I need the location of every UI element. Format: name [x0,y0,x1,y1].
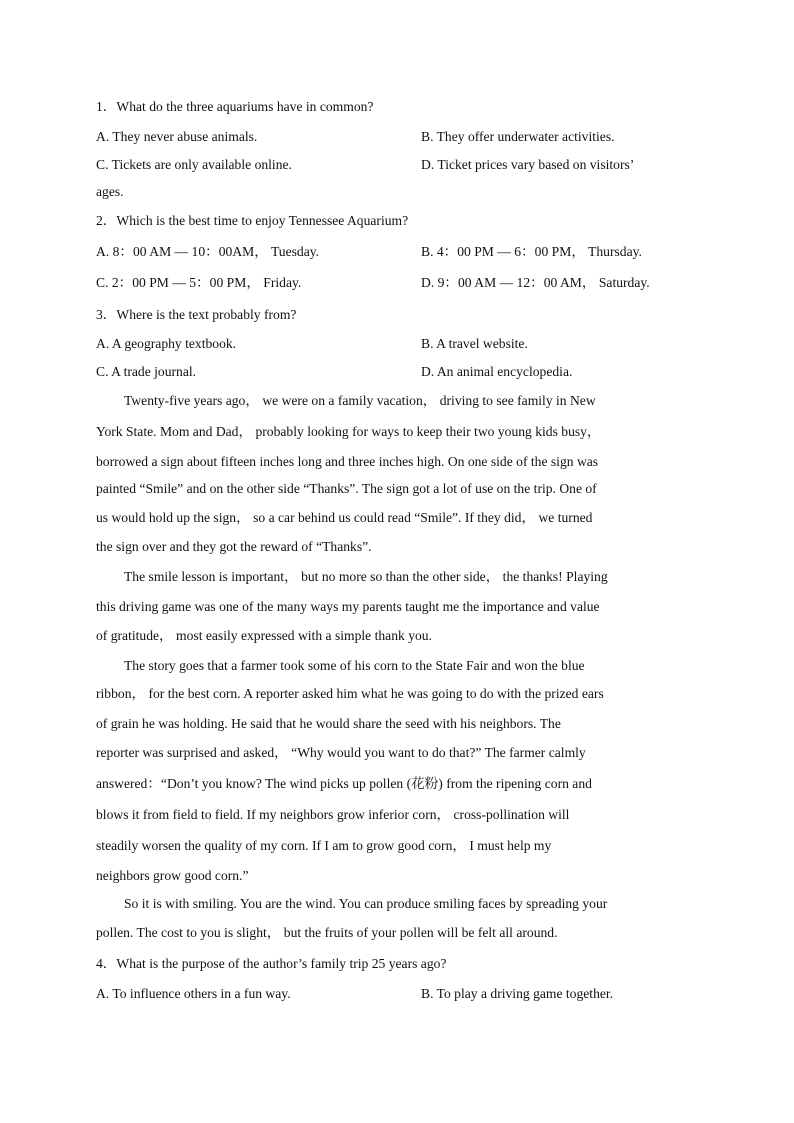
question-1-option-d: D. Ticket prices vary based on visitors’ [421,157,635,172]
passage-line: the sign over and they got the reward of “Thanks”. [96,539,372,554]
question-4-stem: 4．What is the purpose of the author’s family trip 25 years ago? [96,956,447,971]
passage-line: So it is with smiling. You are the wind. You can produce smiling faces by spreading your [124,896,608,911]
question-2-stem: 2．Which is the best time to enjoy Tennessee Aquarium? [96,213,409,228]
passage-line: this driving game was one of the many ways my parents taught me the importance and value [96,599,600,614]
question-3-stem: 3．Where is the text probably from? [96,307,297,322]
passage-line: answered：“Don’t you know? The wind picks up pollen (花粉) from the ripening corn and [96,776,592,791]
question-4-option-a: A. To influence others in a fun way. [96,986,291,1001]
passage-line: of grain he was holding. He said that he would share the seed with his neighbors. The [96,716,561,731]
passage-line: of gratitude， most easily expressed with a simple thank you. [96,628,433,643]
question-2-option-d: D. 9：00 AM — 12：00 AM， Saturday. [421,275,650,290]
passage-line: steadily worsen the quality of my corn. If I am to grow good corn， I must help my [96,838,552,853]
question-2-option-b: B. 4：00 PM — 6：00 PM， Thursday. [421,244,642,259]
question-3-option-d: D. An animal encyclopedia. [421,364,573,379]
question-1-option-d-continuation: ages. [96,184,124,199]
passage-line: The story goes that a farmer took some of his corn to the State Fair and won the blue [124,658,585,673]
passage-line: neighbors grow good corn.” [96,868,249,883]
question-1-option-c: C. Tickets are only available online. [96,157,292,172]
question-3-option-c: C. A trade journal. [96,364,197,379]
passage-line: borrowed a sign about fifteen inches long and three inches high. On one side of the sign was [96,454,599,469]
question-1-option-b: B. They offer underwater activities. [421,129,615,144]
passage-line: painted “Smile” and on the other side “Thanks”. The sign got a lot of use on the trip. One of [96,481,597,496]
passage-line: us would hold up the sign， so a car behind us could read “Smile”. If they did， we turned [96,510,593,525]
passage-line: reporter was surprised and asked， “Why would you want to do that?” The farmer calmly [96,745,586,760]
passage-line: Twenty-five years ago， we were on a family vacation， driving to see family in New [124,393,596,408]
question-1-stem: 1．What do the three aquariums have in common? [96,99,374,114]
question-3-option-a: A. A geography textbook. [96,336,237,351]
passage-line: The smile lesson is important， but no more so than the other side， the thanks! Playing [124,569,608,584]
passage-line: pollen. The cost to you is slight， but the fruits of your pollen will be felt all around. [96,925,558,940]
passage-line: blows it from field to field. If my neighbors grow inferior corn， cross-pollination will [96,807,570,822]
passage-line: York State. Mom and Dad， probably looking for ways to keep their two young kids busy， [96,424,601,439]
passage-line: ribbon， for the best corn. A reporter asked him what he was going to do with the prized ears [96,686,604,701]
question-4-option-b: B. To play a driving game together. [421,986,614,1001]
question-3-option-b: B. A travel website. [421,336,528,351]
question-2-option-a: A. 8：00 AM — 10：00AM， Tuesday. [96,244,320,259]
question-1-option-a: A. They never abuse animals. [96,129,258,144]
question-2-option-c: C. 2：00 PM — 5：00 PM， Friday. [96,275,302,290]
